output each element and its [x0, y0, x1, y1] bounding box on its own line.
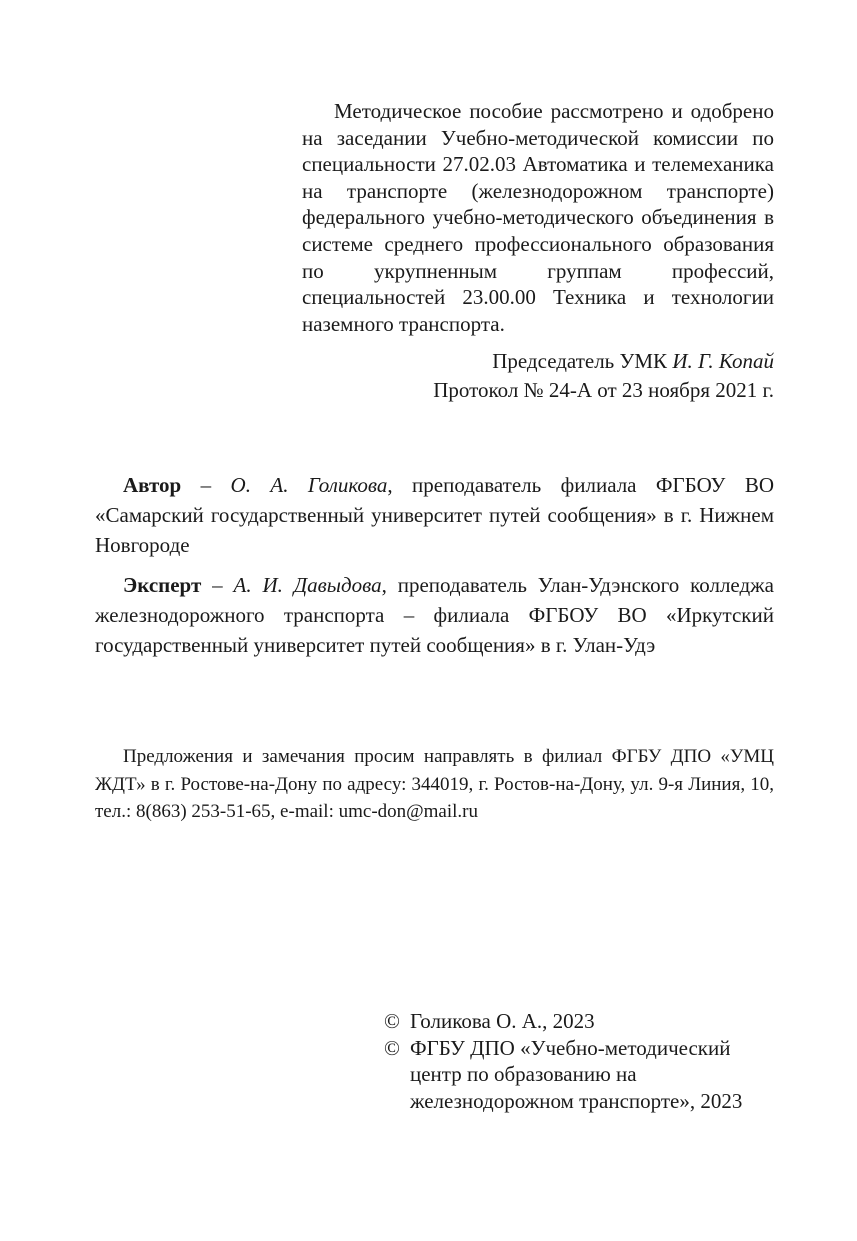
chair-name: И. Г. Копай	[672, 349, 774, 374]
copyright-text: Голикова О. А., 2023	[410, 1009, 595, 1033]
approval-signature	[302, 347, 774, 405]
author-details: , преподаватель филиала ФГБОУ ВО «Самарский государственный университет путей сообщения» в г. Нижнем Новгороде	[95, 473, 775, 557]
author-role: Автор	[123, 473, 182, 497]
approval-text: Методическое пособие рассмотрено и одобрено на заседании Учебно-методической комиссии по специальности 27.02.03 Автоматика и телемеханика на транспорте (железнодорожном транспорте) федерального учебно-методического объединения в системе среднего профессионального образования по укрупненным группам профессий, специальностей 23.00.00 Техника и технологии наземного транспорта.	[302, 99, 774, 336]
expert-name: А. И. Давыдова	[233, 573, 382, 597]
feedback-notice: Предложения и замечания просим направлять в филиал ФГБУ ДПО «УМЦ ЖДТ» в г. Ростове-на-Дону по адресу: 344019, г. Ростов-на-Дону, ул. 9-я Линия, 10, тел.: 8(863) 253-51-65, e-mail: umc-don@mail.ru	[95, 746, 774, 822]
copyright-symbol: ©	[384, 1009, 400, 1033]
approval-block	[302, 98, 774, 405]
copyright-item-author	[384, 1008, 784, 1035]
copyright-item-publisher	[384, 1035, 784, 1115]
copyright-symbol: ©	[384, 1035, 400, 1060]
expert-role: Эксперт	[123, 573, 202, 597]
expert-credit	[95, 570, 774, 660]
chair-line	[302, 347, 774, 376]
credits-block	[95, 470, 774, 660]
expert-details: , преподаватель Улан-Удэнского колледжа железнодорожного транспорта – филиала ФГБОУ ВО «Иркутский государственный университет путей сообщения» в г. Улан-Удэ	[95, 573, 774, 657]
expert-dash: –	[201, 573, 234, 597]
protocol-line: Протокол № 24-А от 23 ноября 2021 г.	[433, 378, 774, 403]
author-name: О. А. Голикова	[230, 473, 388, 497]
author-dash: –	[181, 473, 231, 497]
author-credit	[95, 470, 774, 560]
copyright-text: ФГБУ ДПО «Учебно-методический центр по образованию на железнодорожном транспорте», 2023	[410, 1035, 743, 1113]
copyright-list	[384, 1008, 784, 1114]
chair-label: Председатель УМК	[492, 349, 668, 374]
